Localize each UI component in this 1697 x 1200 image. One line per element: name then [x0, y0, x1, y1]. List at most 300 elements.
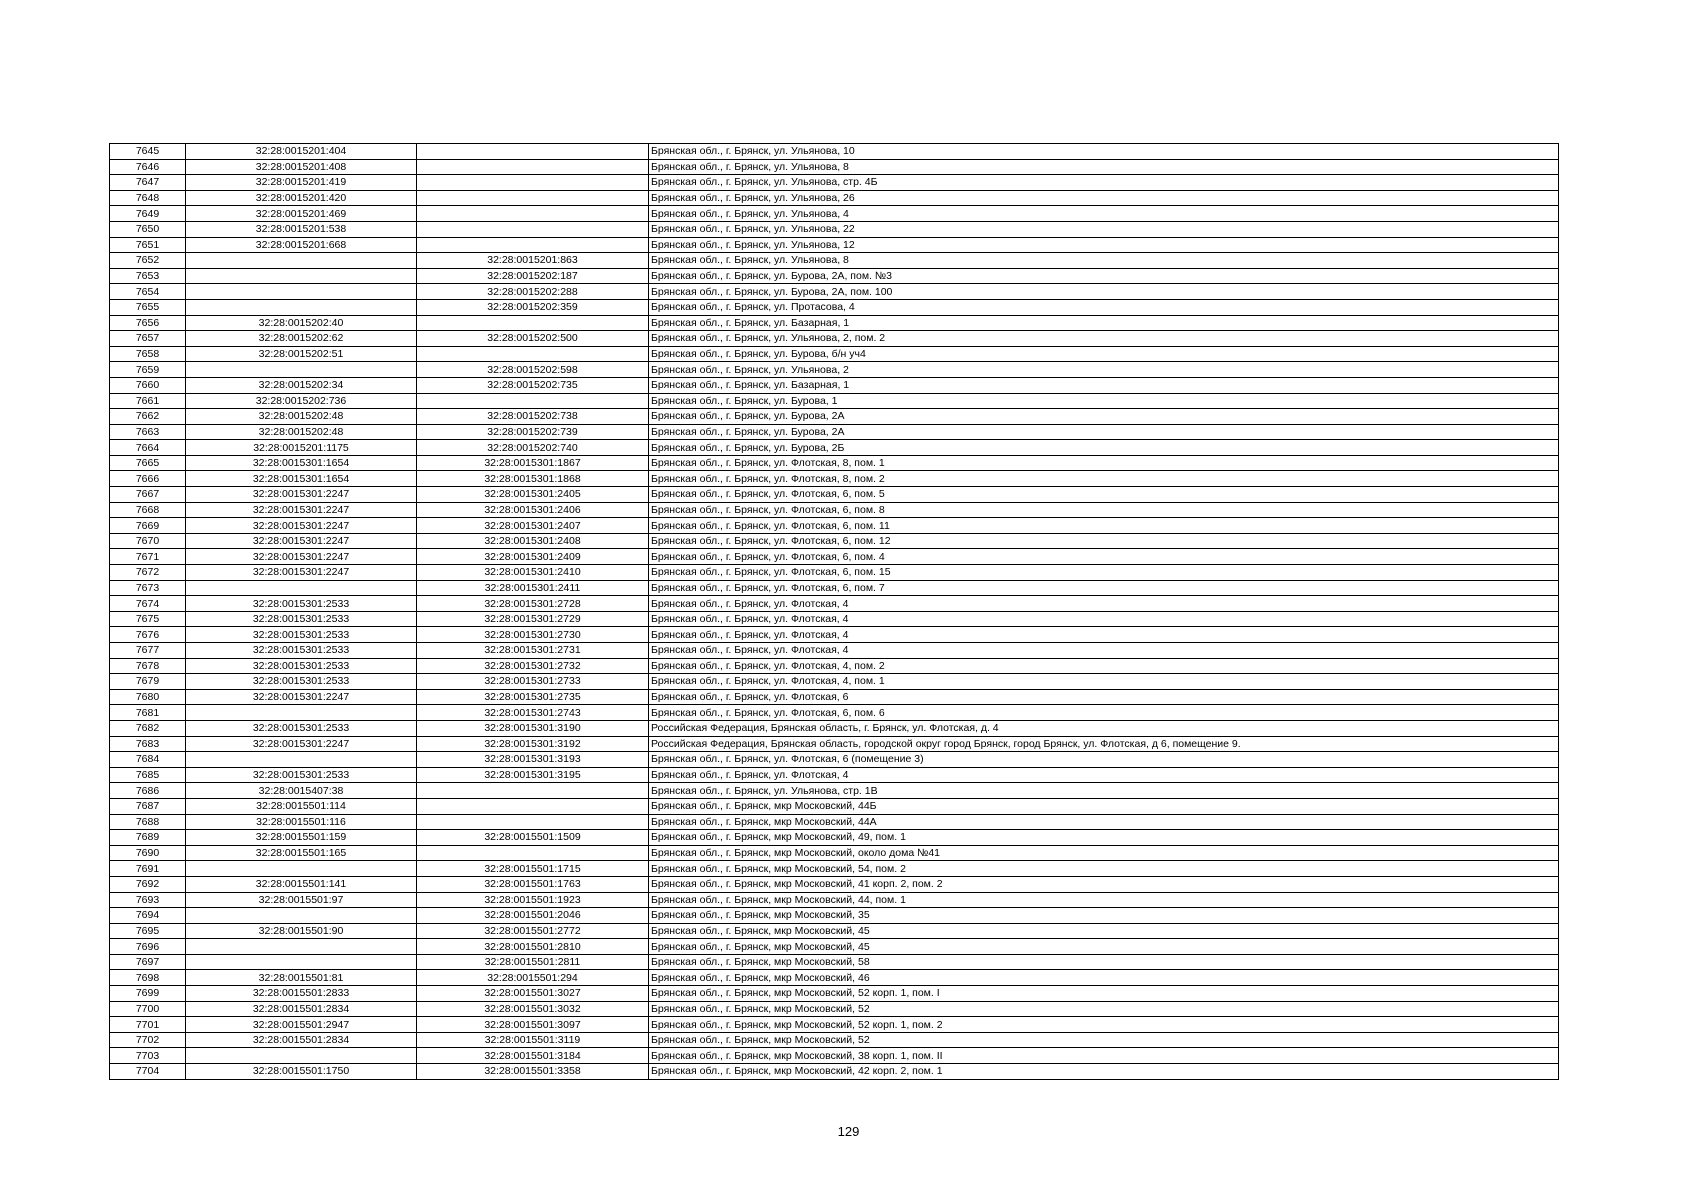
table-row — [110, 315, 1559, 331]
premises-cadastral-number-cell — [417, 206, 649, 222]
table-row — [110, 206, 1559, 222]
row-number-cell: 7700 — [110, 1001, 186, 1017]
row-number-cell: 7668 — [110, 502, 186, 518]
table-row — [110, 908, 1559, 924]
row-number-cell: 7663 — [110, 424, 186, 440]
cadastral-number-cell: 32:28:0015301:2247 — [186, 502, 417, 518]
premises-cadastral-number-cell: 32:28:0015301:2729 — [417, 611, 649, 627]
cadastral-number-cell: 32:28:0015301:2247 — [186, 565, 417, 581]
row-number-cell: 7698 — [110, 970, 186, 986]
row-number-cell: 7696 — [110, 939, 186, 955]
premises-cadastral-number-cell: 32:28:0015301:2730 — [417, 627, 649, 643]
table-row — [110, 144, 1559, 160]
address-cell: Брянская обл., г. Брянск, ул. Бурова, 2А — [649, 424, 1559, 440]
premises-cadastral-number-cell: 32:28:0015301:3195 — [417, 767, 649, 783]
table-row — [110, 892, 1559, 908]
table-row — [110, 923, 1559, 939]
row-number-cell: 7670 — [110, 533, 186, 549]
address-cell: Брянская обл., г. Брянск, ул. Флотская, 8, пом. 1 — [649, 455, 1559, 471]
cadastral-number-cell — [186, 299, 417, 315]
address-cell: Брянская обл., г. Брянск, ул. Бурова, 2А — [649, 409, 1559, 425]
premises-cadastral-number-cell: 32:28:0015301:2406 — [417, 502, 649, 518]
table-row — [110, 1048, 1559, 1064]
address-cell: Брянская обл., г. Брянск, мкр Московский, 44Б — [649, 798, 1559, 814]
row-number-cell: 7665 — [110, 455, 186, 471]
address-cell: Брянская обл., г. Брянск, ул. Флотская, 4 — [649, 596, 1559, 612]
cadastral-number-cell: 32:28:0015501:159 — [186, 830, 417, 846]
row-number-cell: 7697 — [110, 954, 186, 970]
address-cell: Брянская обл., г. Брянск, мкр Московский, 58 — [649, 954, 1559, 970]
cadastral-number-cell: 32:28:0015501:116 — [186, 814, 417, 830]
row-number-cell: 7682 — [110, 720, 186, 736]
row-number-cell: 7674 — [110, 596, 186, 612]
premises-cadastral-number-cell: 32:28:0015202:735 — [417, 377, 649, 393]
row-number-cell: 7658 — [110, 346, 186, 362]
row-number-cell: 7688 — [110, 814, 186, 830]
table-row — [110, 986, 1559, 1002]
row-number-cell: 7681 — [110, 705, 186, 721]
address-cell: Брянская обл., г. Брянск, ул. Ульянова, стр. 4Б — [649, 175, 1559, 191]
cadastral-number-cell: 32:28:0015501:2834 — [186, 1001, 417, 1017]
premises-cadastral-number-cell: 32:28:0015301:1868 — [417, 471, 649, 487]
premises-cadastral-number-cell: 32:28:0015501:1509 — [417, 830, 649, 846]
row-number-cell: 7695 — [110, 923, 186, 939]
premises-cadastral-number-cell: 32:28:0015301:2743 — [417, 705, 649, 721]
premises-cadastral-number-cell: 32:28:0015501:294 — [417, 970, 649, 986]
row-number-cell: 7657 — [110, 331, 186, 347]
address-cell: Брянская обл., г. Брянск, ул. Ульянова, 10 — [649, 144, 1559, 160]
row-number-cell: 7653 — [110, 268, 186, 284]
address-cell: Брянская обл., г. Брянск, мкр Московский, 52 — [649, 1001, 1559, 1017]
row-number-cell: 7677 — [110, 643, 186, 659]
table-row — [110, 861, 1559, 877]
address-cell: Брянская обл., г. Брянск, мкр Московский, 52 корп. 1, пом. I — [649, 986, 1559, 1002]
address-cell: Брянская обл., г. Брянск, ул. Флотская, 4, пом. 1 — [649, 674, 1559, 690]
address-cell: Брянская обл., г. Брянск, ул. Ульянова, 26 — [649, 190, 1559, 206]
address-cell: Брянская обл., г. Брянск, ул. Флотская, 6 — [649, 689, 1559, 705]
cadastral-number-cell: 32:28:0015301:2247 — [186, 736, 417, 752]
address-cell: Российская Федерация, Брянская область, городской округ город Брянск, город Брянск, ул. Флотская, д 6, помещение 9. — [649, 736, 1559, 752]
table-row — [110, 424, 1559, 440]
row-number-cell: 7691 — [110, 861, 186, 877]
premises-cadastral-number-cell: 32:28:0015202:359 — [417, 299, 649, 315]
cadastral-number-cell: 32:28:0015501:114 — [186, 798, 417, 814]
table-row — [110, 221, 1559, 237]
row-number-cell: 7694 — [110, 908, 186, 924]
row-number-cell: 7702 — [110, 1032, 186, 1048]
table-row — [110, 767, 1559, 783]
table-row — [110, 237, 1559, 253]
table-row — [110, 814, 1559, 830]
table-row — [110, 1017, 1559, 1033]
row-number-cell: 7662 — [110, 409, 186, 425]
cadastral-number-cell: 32:28:0015202:40 — [186, 315, 417, 331]
address-cell: Брянская обл., г. Брянск, мкр Московский, 52 корп. 1, пом. 2 — [649, 1017, 1559, 1033]
address-cell: Российская Федерация, Брянская область, г. Брянск, ул. Флотская, д. 4 — [649, 720, 1559, 736]
table-row — [110, 377, 1559, 393]
address-cell: Брянская обл., г. Брянск, ул. Базарная, 1 — [649, 315, 1559, 331]
row-number-cell: 7701 — [110, 1017, 186, 1033]
cadastral-number-cell: 32:28:0015501:1750 — [186, 1064, 417, 1080]
address-cell: Брянская обл., г. Брянск, мкр Московский, около дома №41 — [649, 845, 1559, 861]
premises-cadastral-number-cell: 32:28:0015501:3358 — [417, 1064, 649, 1080]
row-number-cell: 7648 — [110, 190, 186, 206]
premises-cadastral-number-cell: 32:28:0015202:288 — [417, 284, 649, 300]
premises-cadastral-number-cell: 32:28:0015202:738 — [417, 409, 649, 425]
premises-cadastral-number-cell: 32:28:0015501:3119 — [417, 1032, 649, 1048]
table-row — [110, 1064, 1559, 1080]
premises-cadastral-number-cell: 32:28:0015301:2731 — [417, 643, 649, 659]
premises-cadastral-number-cell: 32:28:0015501:1763 — [417, 876, 649, 892]
cadastral-number-cell — [186, 954, 417, 970]
row-number-cell: 7704 — [110, 1064, 186, 1080]
row-number-cell: 7654 — [110, 284, 186, 300]
address-cell: Брянская обл., г. Брянск, ул. Ульянова, 8 — [649, 159, 1559, 175]
row-number-cell: 7687 — [110, 798, 186, 814]
cadastral-number-cell: 32:28:0015201:469 — [186, 206, 417, 222]
cadastral-number-cell: 32:28:0015201:538 — [186, 221, 417, 237]
cadastral-number-cell: 32:28:0015202:736 — [186, 393, 417, 409]
table-row — [110, 409, 1559, 425]
table-row — [110, 705, 1559, 721]
premises-cadastral-number-cell: 32:28:0015301:2410 — [417, 565, 649, 581]
table-row — [110, 331, 1559, 347]
cadastral-number-cell: 32:28:0015201:408 — [186, 159, 417, 175]
cadastral-number-cell: 32:28:0015501:141 — [186, 876, 417, 892]
row-number-cell: 7655 — [110, 299, 186, 315]
cadastral-number-cell — [186, 908, 417, 924]
address-cell: Брянская обл., г. Брянск, ул. Ульянова, 4 — [649, 206, 1559, 222]
table-row — [110, 954, 1559, 970]
row-number-cell: 7661 — [110, 393, 186, 409]
address-cell: Брянская обл., г. Брянск, ул. Флотская, 6, пом. 12 — [649, 533, 1559, 549]
premises-cadastral-number-cell — [417, 190, 649, 206]
table-row — [110, 643, 1559, 659]
table-row — [110, 299, 1559, 315]
premises-cadastral-number-cell: 32:28:0015501:2046 — [417, 908, 649, 924]
cadastral-number-cell: 32:28:0015201:404 — [186, 144, 417, 160]
cadastral-number-cell: 32:28:0015301:2247 — [186, 689, 417, 705]
address-cell: Брянская обл., г. Брянск, ул. Ульянова, 2 — [649, 362, 1559, 378]
address-cell: Брянская обл., г. Брянск, мкр Московский, 42 корп. 2, пом. 1 — [649, 1064, 1559, 1080]
cadastral-number-cell — [186, 939, 417, 955]
cadastral-number-cell: 32:28:0015202:48 — [186, 409, 417, 425]
cadastral-number-cell — [186, 705, 417, 721]
cadastral-number-cell — [186, 580, 417, 596]
cadastral-number-cell: 32:28:0015201:1175 — [186, 440, 417, 456]
address-cell: Брянская обл., г. Брянск, ул. Флотская, 6, пом. 15 — [649, 565, 1559, 581]
premises-cadastral-number-cell: 32:28:0015501:3184 — [417, 1048, 649, 1064]
premises-cadastral-number-cell — [417, 783, 649, 799]
cadastral-number-cell: 32:28:0015201:420 — [186, 190, 417, 206]
row-number-cell: 7690 — [110, 845, 186, 861]
premises-cadastral-number-cell: 32:28:0015301:2408 — [417, 533, 649, 549]
address-cell: Брянская обл., г. Брянск, ул. Ульянова, 8 — [649, 253, 1559, 269]
premises-cadastral-number-cell: 32:28:0015501:1715 — [417, 861, 649, 877]
premises-cadastral-number-cell: 32:28:0015202:598 — [417, 362, 649, 378]
table-row — [110, 830, 1559, 846]
table-row — [110, 658, 1559, 674]
row-number-cell: 7679 — [110, 674, 186, 690]
table-row — [110, 502, 1559, 518]
cadastral-number-cell: 32:28:0015501:2947 — [186, 1017, 417, 1033]
cadastral-number-cell: 32:28:0015301:2533 — [186, 643, 417, 659]
premises-cadastral-number-cell — [417, 845, 649, 861]
address-cell: Брянская обл., г. Брянск, ул. Бурова, 2Б — [649, 440, 1559, 456]
address-cell: Брянская обл., г. Брянск, мкр Московский, 54, пом. 2 — [649, 861, 1559, 877]
row-number-cell: 7645 — [110, 144, 186, 160]
cadastral-number-cell: 32:28:0015301:1654 — [186, 455, 417, 471]
address-cell: Брянская обл., г. Брянск, мкр Московский, 41 корп. 2, пом. 2 — [649, 876, 1559, 892]
cadastral-number-cell: 32:28:0015301:2533 — [186, 674, 417, 690]
table-row — [110, 876, 1559, 892]
cadastral-number-cell: 32:28:0015201:668 — [186, 237, 417, 253]
address-cell: Брянская обл., г. Брянск, ул. Флотская, 4, пом. 2 — [649, 658, 1559, 674]
table-row — [110, 674, 1559, 690]
cadastral-number-cell: 32:28:0015202:51 — [186, 346, 417, 362]
address-cell: Брянская обл., г. Брянск, ул. Флотская, 6, пом. 7 — [649, 580, 1559, 596]
address-cell: Брянская обл., г. Брянск, ул. Ульянова, стр. 1В — [649, 783, 1559, 799]
cadastral-number-cell: 32:28:0015301:2533 — [186, 596, 417, 612]
row-number-cell: 7672 — [110, 565, 186, 581]
row-number-cell: 7676 — [110, 627, 186, 643]
address-cell: Брянская обл., г. Брянск, мкр Московский, 44А — [649, 814, 1559, 830]
cadastral-number-cell: 32:28:0015301:2533 — [186, 767, 417, 783]
premises-cadastral-number-cell: 32:28:0015202:739 — [417, 424, 649, 440]
table-row — [110, 752, 1559, 768]
row-number-cell: 7664 — [110, 440, 186, 456]
premises-cadastral-number-cell: 32:28:0015301:2735 — [417, 689, 649, 705]
premises-cadastral-number-cell: 32:28:0015501:2772 — [417, 923, 649, 939]
row-number-cell: 7703 — [110, 1048, 186, 1064]
page-number: 129 — [837, 1124, 860, 1139]
row-number-cell: 7667 — [110, 487, 186, 503]
table-row — [110, 253, 1559, 269]
premises-cadastral-number-cell: 32:28:0015301:3192 — [417, 736, 649, 752]
row-number-cell: 7678 — [110, 658, 186, 674]
row-number-cell: 7673 — [110, 580, 186, 596]
cadastral-number-cell: 32:28:0015301:2247 — [186, 533, 417, 549]
row-number-cell: 7685 — [110, 767, 186, 783]
cadastral-number-cell: 32:28:0015501:90 — [186, 923, 417, 939]
premises-cadastral-number-cell: 32:28:0015201:863 — [417, 253, 649, 269]
row-number-cell: 7693 — [110, 892, 186, 908]
address-cell: Брянская обл., г. Брянск, ул. Флотская, 4 — [649, 611, 1559, 627]
table-row — [110, 471, 1559, 487]
address-cell: Брянская обл., г. Брянск, ул. Флотская, 6, пом. 4 — [649, 549, 1559, 565]
table-row — [110, 533, 1559, 549]
table-row — [110, 1032, 1559, 1048]
table-row — [110, 268, 1559, 284]
row-number-cell: 7650 — [110, 221, 186, 237]
cadastral-number-cell: 32:28:0015202:34 — [186, 377, 417, 393]
table-row — [110, 798, 1559, 814]
row-number-cell: 7686 — [110, 783, 186, 799]
premises-cadastral-number-cell — [417, 221, 649, 237]
premises-cadastral-number-cell: 32:28:0015301:2733 — [417, 674, 649, 690]
table-row — [110, 596, 1559, 612]
address-cell: Брянская обл., г. Брянск, ул. Флотская, 4 — [649, 643, 1559, 659]
premises-cadastral-number-cell — [417, 814, 649, 830]
premises-cadastral-number-cell — [417, 798, 649, 814]
table-row — [110, 159, 1559, 175]
row-number-cell: 7675 — [110, 611, 186, 627]
premises-cadastral-number-cell: 32:28:0015202:187 — [417, 268, 649, 284]
address-cell: Брянская обл., г. Брянск, мкр Московский, 35 — [649, 908, 1559, 924]
row-number-cell: 7652 — [110, 253, 186, 269]
premises-cadastral-number-cell: 32:28:0015301:2409 — [417, 549, 649, 565]
premises-cadastral-number-cell: 32:28:0015301:2732 — [417, 658, 649, 674]
table-row — [110, 720, 1559, 736]
premises-cadastral-number-cell: 32:28:0015301:1867 — [417, 455, 649, 471]
address-cell: Брянская обл., г. Брянск, ул. Флотская, 6, пом. 11 — [649, 518, 1559, 534]
cadastral-number-cell: 32:28:0015301:2533 — [186, 627, 417, 643]
table-row — [110, 440, 1559, 456]
table-row — [110, 362, 1559, 378]
row-number-cell: 7660 — [110, 377, 186, 393]
cadastral-number-cell: 32:28:0015301:2533 — [186, 720, 417, 736]
row-number-cell: 7689 — [110, 830, 186, 846]
table-row — [110, 487, 1559, 503]
cadastral-number-cell: 32:28:0015301:1654 — [186, 471, 417, 487]
row-number-cell: 7651 — [110, 237, 186, 253]
address-cell: Брянская обл., г. Брянск, мкр Московский, 52 — [649, 1032, 1559, 1048]
row-number-cell: 7666 — [110, 471, 186, 487]
address-cell: Брянская обл., г. Брянск, ул. Протасова, 4 — [649, 299, 1559, 315]
address-cell: Брянская обл., г. Брянск, ул. Бурова, 1 — [649, 393, 1559, 409]
table-row — [110, 627, 1559, 643]
premises-cadastral-number-cell: 32:28:0015301:2405 — [417, 487, 649, 503]
cadastral-number-cell: 32:28:0015501:2834 — [186, 1032, 417, 1048]
cadastral-number-cell: 32:28:0015407:38 — [186, 783, 417, 799]
cadastral-number-cell — [186, 861, 417, 877]
table-row — [110, 580, 1559, 596]
address-cell: Брянская обл., г. Брянск, ул. Флотская, 4 — [649, 627, 1559, 643]
premises-cadastral-number-cell: 32:28:0015501:2811 — [417, 954, 649, 970]
cadastral-number-cell: 32:28:0015202:48 — [186, 424, 417, 440]
premises-cadastral-number-cell: 32:28:0015301:2407 — [417, 518, 649, 534]
table-row — [110, 393, 1559, 409]
premises-cadastral-number-cell: 32:28:0015301:2411 — [417, 580, 649, 596]
cadastral-number-cell: 32:28:0015301:2533 — [186, 611, 417, 627]
row-number-cell: 7656 — [110, 315, 186, 331]
address-cell: Брянская обл., г. Брянск, ул. Флотская, 6, пом. 8 — [649, 502, 1559, 518]
row-number-cell: 7684 — [110, 752, 186, 768]
cadastral-number-cell — [186, 284, 417, 300]
premises-cadastral-number-cell — [417, 175, 649, 191]
table-row — [110, 939, 1559, 955]
address-cell: Брянская обл., г. Брянск, ул. Бурова, 2А, пом. №3 — [649, 268, 1559, 284]
premises-cadastral-number-cell — [417, 393, 649, 409]
cadastral-number-cell: 32:28:0015202:62 — [186, 331, 417, 347]
table-row — [110, 565, 1559, 581]
address-cell: Брянская обл., г. Брянск, мкр Московский, 49, пом. 1 — [649, 830, 1559, 846]
address-cell: Брянская обл., г. Брянск, ул. Флотская, 6, пом. 6 — [649, 705, 1559, 721]
cadastral-number-cell — [186, 1048, 417, 1064]
address-cell: Брянская обл., г. Брянск, мкр Московский, 45 — [649, 923, 1559, 939]
table-row — [110, 175, 1559, 191]
cadastral-number-cell: 32:28:0015301:2247 — [186, 518, 417, 534]
property-table-body — [110, 144, 1559, 1080]
address-cell: Брянская обл., г. Брянск, ул. Ульянова, 12 — [649, 237, 1559, 253]
row-number-cell: 7692 — [110, 876, 186, 892]
premises-cadastral-number-cell: 32:28:0015501:1923 — [417, 892, 649, 908]
cadastral-number-cell: 32:28:0015201:419 — [186, 175, 417, 191]
address-cell: Брянская обл., г. Брянск, ул. Флотская, 4 — [649, 767, 1559, 783]
address-cell: Брянская обл., г. Брянск, ул. Ульянова, 2, пом. 2 — [649, 331, 1559, 347]
cadastral-number-cell: 32:28:0015301:2247 — [186, 487, 417, 503]
premises-cadastral-number-cell — [417, 144, 649, 160]
premises-cadastral-number-cell: 32:28:0015301:2728 — [417, 596, 649, 612]
table-row — [110, 1001, 1559, 1017]
row-number-cell: 7683 — [110, 736, 186, 752]
cadastral-number-cell: 32:28:0015501:97 — [186, 892, 417, 908]
premises-cadastral-number-cell: 32:28:0015501:3032 — [417, 1001, 649, 1017]
premises-cadastral-number-cell — [417, 159, 649, 175]
table-row — [110, 190, 1559, 206]
table-row — [110, 284, 1559, 300]
premises-cadastral-number-cell — [417, 237, 649, 253]
address-cell: Брянская обл., г. Брянск, ул. Флотская, 6 (помещение 3) — [649, 752, 1559, 768]
address-cell: Брянская обл., г. Брянск, мкр Московский, 45 — [649, 939, 1559, 955]
address-cell: Брянская обл., г. Брянск, ул. Флотская, 8, пом. 2 — [649, 471, 1559, 487]
cadastral-number-cell: 32:28:0015301:2247 — [186, 549, 417, 565]
address-cell: Брянская обл., г. Брянск, мкр Московский, 46 — [649, 970, 1559, 986]
address-cell: Брянская обл., г. Брянск, ул. Бурова, 2А, пом. 100 — [649, 284, 1559, 300]
premises-cadastral-number-cell: 32:28:0015202:740 — [417, 440, 649, 456]
premises-cadastral-number-cell — [417, 315, 649, 331]
row-number-cell: 7680 — [110, 689, 186, 705]
table-row — [110, 346, 1559, 362]
cadastral-number-cell: 32:28:0015301:2533 — [186, 658, 417, 674]
address-cell: Брянская обл., г. Брянск, ул. Базарная, 1 — [649, 377, 1559, 393]
table-row — [110, 611, 1559, 627]
row-number-cell: 7671 — [110, 549, 186, 565]
row-number-cell: 7699 — [110, 986, 186, 1002]
cadastral-number-cell — [186, 253, 417, 269]
row-number-cell: 7649 — [110, 206, 186, 222]
premises-cadastral-number-cell — [417, 346, 649, 362]
premises-cadastral-number-cell: 32:28:0015501:2810 — [417, 939, 649, 955]
cadastral-number-cell: 32:28:0015501:165 — [186, 845, 417, 861]
row-number-cell: 7647 — [110, 175, 186, 191]
table-row — [110, 689, 1559, 705]
table-row — [110, 736, 1559, 752]
premises-cadastral-number-cell: 32:28:0015501:3027 — [417, 986, 649, 1002]
address-cell: Брянская обл., г. Брянск, мкр Московский, 38 корп. 1, пом. II — [649, 1048, 1559, 1064]
cadastral-number-cell: 32:28:0015501:81 — [186, 970, 417, 986]
cadastral-number-cell: 32:28:0015501:2833 — [186, 986, 417, 1002]
table-row — [110, 518, 1559, 534]
row-number-cell: 7659 — [110, 362, 186, 378]
address-cell: Брянская обл., г. Брянск, ул. Бурова, б/н уч4 — [649, 346, 1559, 362]
table-row — [110, 783, 1559, 799]
row-number-cell: 7646 — [110, 159, 186, 175]
address-cell: Брянская обл., г. Брянск, мкр Московский, 44, пом. 1 — [649, 892, 1559, 908]
address-cell: Брянская обл., г. Брянск, ул. Флотская, 6, пом. 5 — [649, 487, 1559, 503]
table-row — [110, 455, 1559, 471]
premises-cadastral-number-cell: 32:28:0015501:3097 — [417, 1017, 649, 1033]
premises-cadastral-number-cell: 32:28:0015301:3193 — [417, 752, 649, 768]
table-row — [110, 970, 1559, 986]
cadastral-number-cell — [186, 362, 417, 378]
table-row — [110, 549, 1559, 565]
row-number-cell: 7669 — [110, 518, 186, 534]
premises-cadastral-number-cell: 32:28:0015202:500 — [417, 331, 649, 347]
cadastral-number-cell — [186, 268, 417, 284]
address-cell: Брянская обл., г. Брянск, ул. Ульянова, 22 — [649, 221, 1559, 237]
table-row — [110, 845, 1559, 861]
